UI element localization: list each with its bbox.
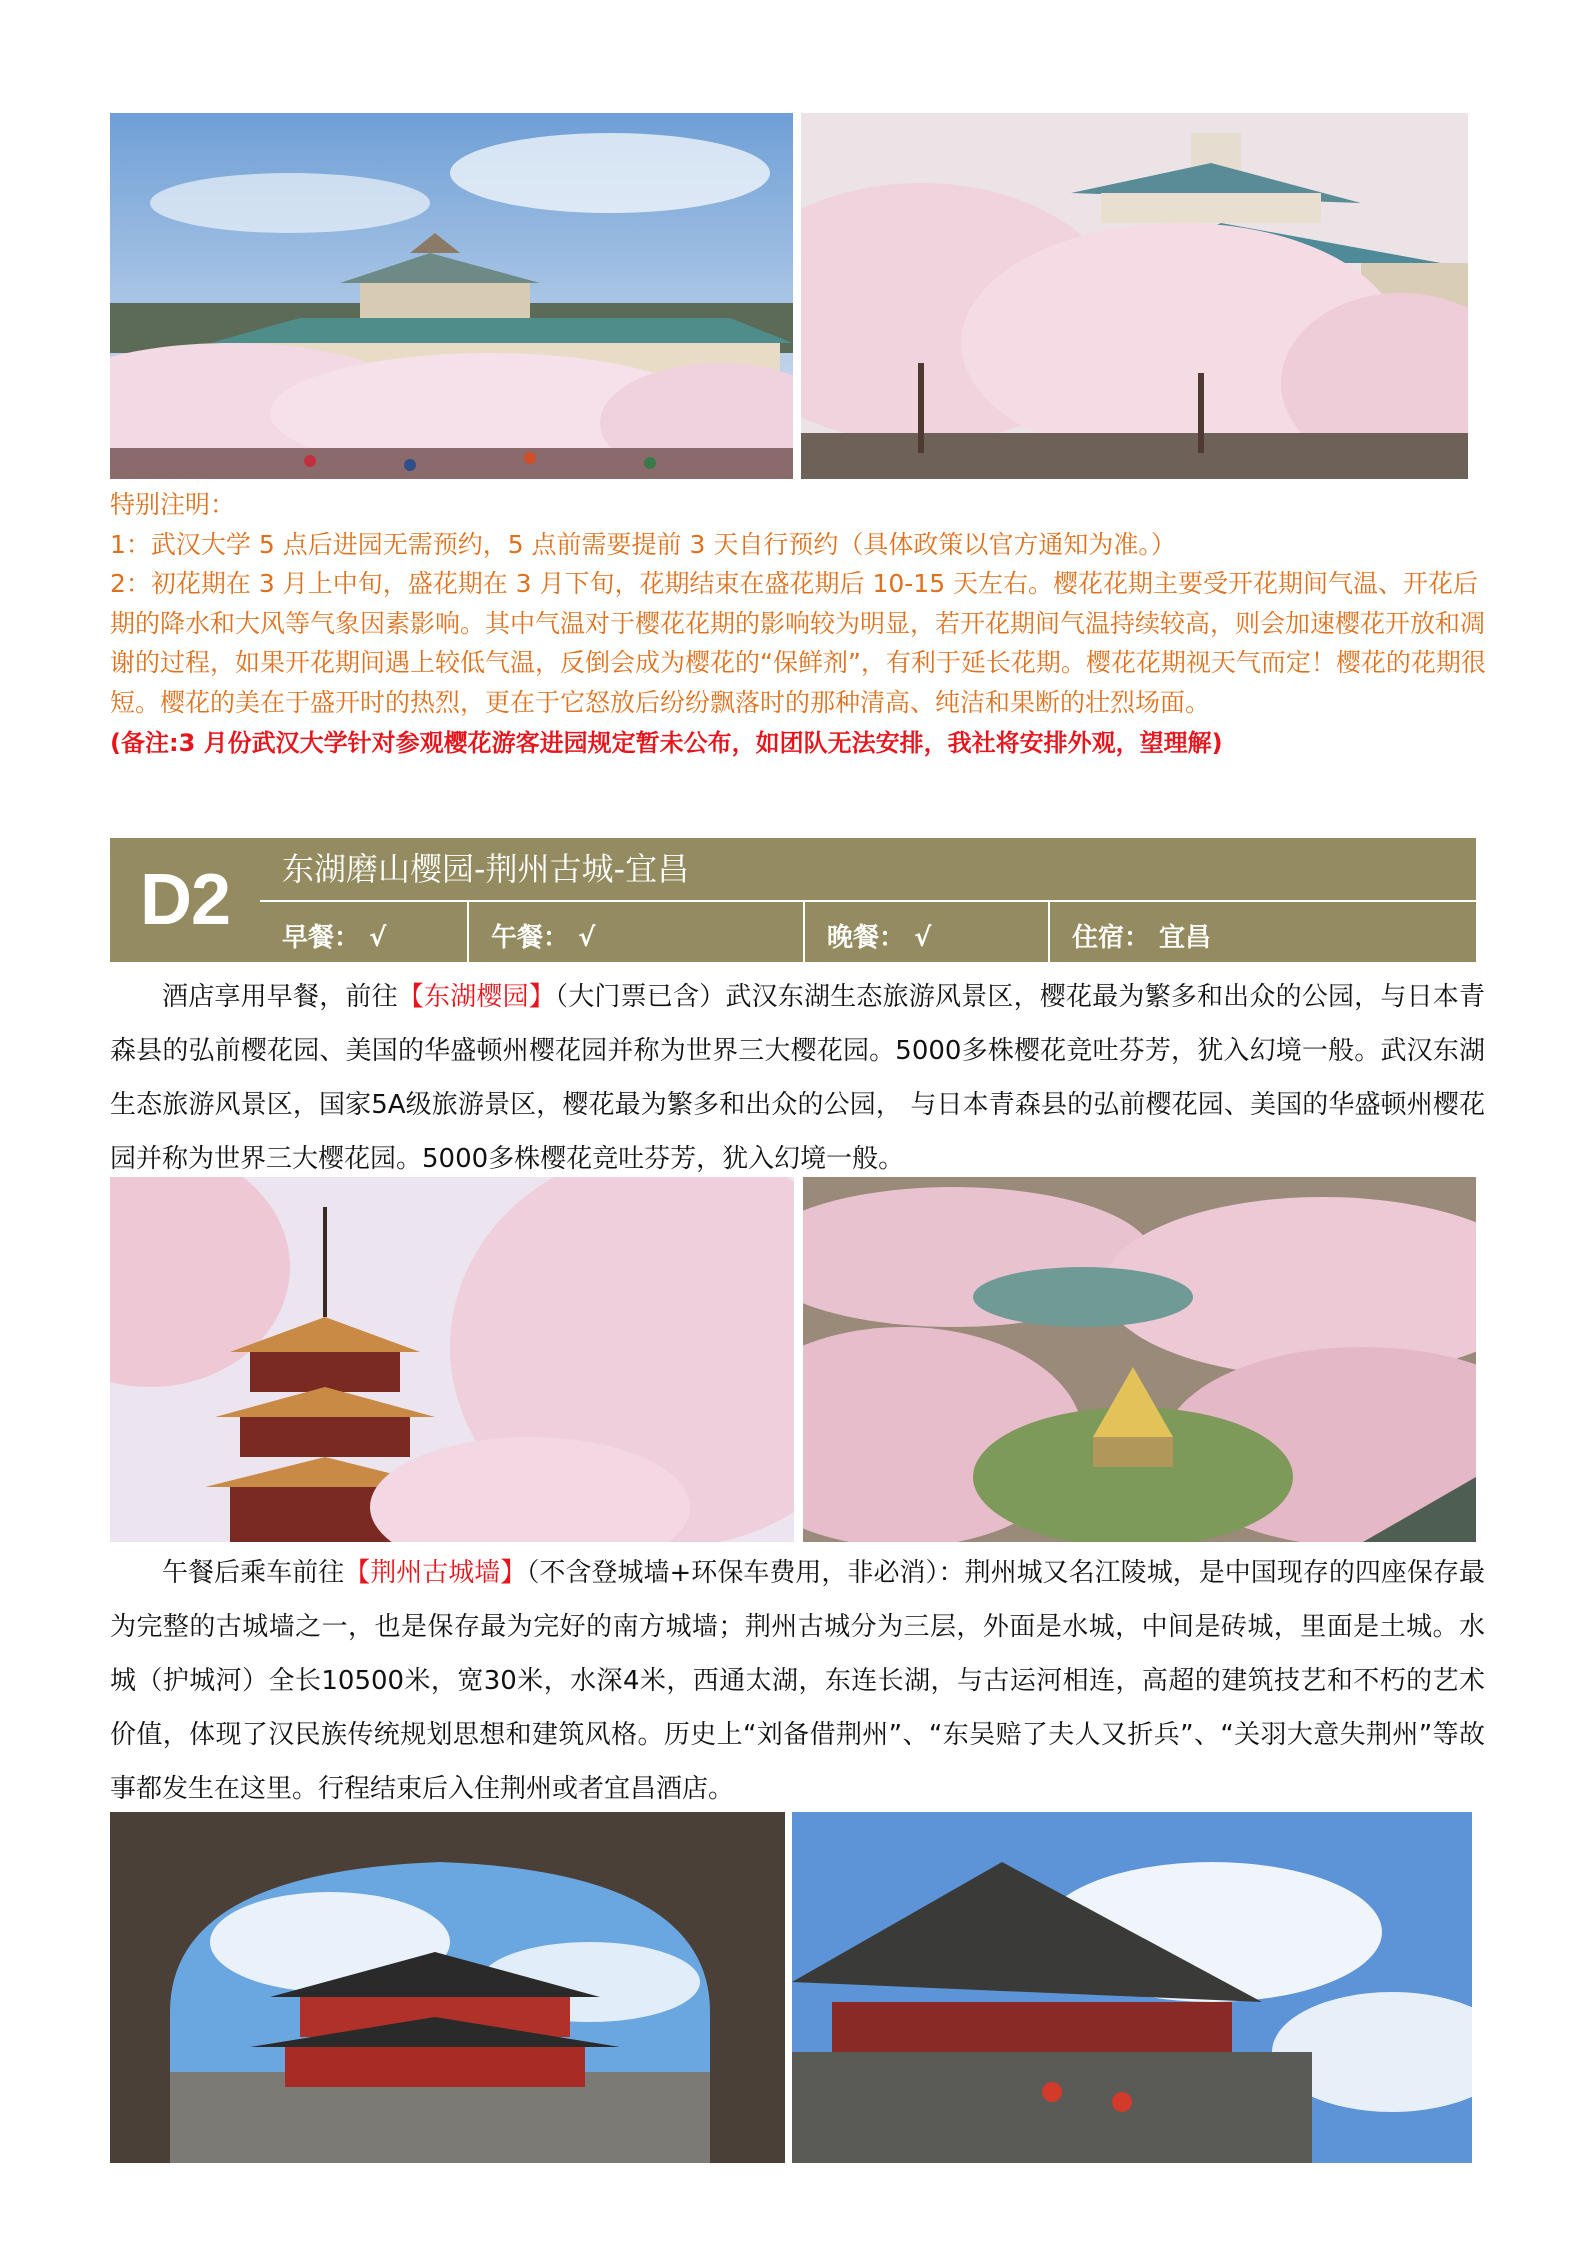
lodging: 住宿： 宜昌 xyxy=(1048,900,1476,962)
notes-heading: 特别注明： xyxy=(110,490,236,519)
note-item-2: 2：初花期在 3 月上中旬，盛花期在 3 月下旬，花期结束在盛花期后 10-15 天左右。樱花花期主要受开花期间气温、开花后期的降水和大风等气象因素影响。其中气温对于樱花花期的影响较为明显，若开花期间气温持续较高，则会加速樱花开放和凋谢的过程，如果开花期间遇上较低气温，反倒会成为樱花的“保鲜剂”，有利于延长花期。樱花花期视天气而定！樱花的花期很短。樱花的美在于盛开时的热烈，更在于它怒放后纷纷飘落时的那种清高、纯洁和果断的壮烈场面。 xyxy=(110,569,1486,717)
day2-paragraph-jingzhou xyxy=(110,1546,1485,1816)
meal-dinner: 晚餐： √ xyxy=(803,900,1048,962)
attraction-jingzhou-city-wall: 【荆州古城墙】 xyxy=(344,1558,527,1588)
meals-row xyxy=(260,900,1476,962)
photo-donghu-aerial xyxy=(803,1177,1476,1542)
photo-wuhan-university-cherry-wide xyxy=(110,113,793,479)
photo-jingzhou-wall-tower xyxy=(792,1812,1472,2163)
note-remark: (备注:3 月份武汉大学针对参观樱花游客进园规定暂未公布，如团队无法安排，我社将安排外观，望理解) xyxy=(110,729,1223,757)
day-badge: D2 xyxy=(110,838,260,962)
para1-text-rest: （大门票已含）武汉东湖生态旅游风景区，樱花最为繁多和出众的公园，与日本青森县的弘前樱花园、美国的华盛顿州樱花园并称为世界三大樱花园。5000多株樱花竞吐芬芳，犹入幻境一般。武汉东湖生态旅游风景区，国家5A级旅游景区，樱花最为繁多和出众的公园， 与日本青森县的弘前樱花园、美国的华盛顿州樱花园并称为世界三大樱花园。5000多株樱花竞吐芬芳，犹入幻境一般。 xyxy=(110,982,1485,1174)
special-notes xyxy=(110,485,1490,764)
day2-paragraph-donghu xyxy=(110,970,1485,1186)
photo-pagoda-cherry xyxy=(110,1177,794,1542)
meal-breakfast: 早餐： √ xyxy=(282,923,387,953)
day2-header xyxy=(110,838,1476,962)
para2-text-start: 午餐后乘车前往 xyxy=(162,1558,345,1588)
attraction-donghu-cherry-garden: 【东湖樱园】 xyxy=(397,982,555,1012)
photo-wuhan-university-cherry-close xyxy=(801,113,1468,479)
meal-lunch: 午餐： √ xyxy=(467,900,803,962)
photo-jingzhou-gate-arch xyxy=(110,1812,785,2163)
day-route-title: 东湖磨山樱园-荆州古城-宜昌 xyxy=(260,838,1476,900)
note-item-1: 1：武汉大学 5 点后进园无需预约，5 点前需要提前 3 天自行预约（具体政策以官方通知为准。） xyxy=(110,529,1176,559)
para1-text-start: 酒店享用早餐，前往 xyxy=(162,982,398,1012)
para2-text-rest: （不含登城墙+环保车费用，非必消）：荆州城又名江陵城，是中国现存的四座保存最为完整的古城墙之一，也是保存最为完好的南方城墙；荆州古城分为三层，外面是水城，中间是砖城，里面是土城。水城（护城河）全长10500米，宽30米，水深4米，西通太湖，东连长湖，与古运河相连，高超的建筑技艺和不朽的艺术价值，体现了汉民族传统规划思想和建筑风格。历史上“刘备借荆州”、“东吴赔了夫人又折兵”、“关羽大意失荆州”等故事都发生在这里。行程结束后入住荆州或者宜昌酒店。 xyxy=(110,1558,1485,1804)
